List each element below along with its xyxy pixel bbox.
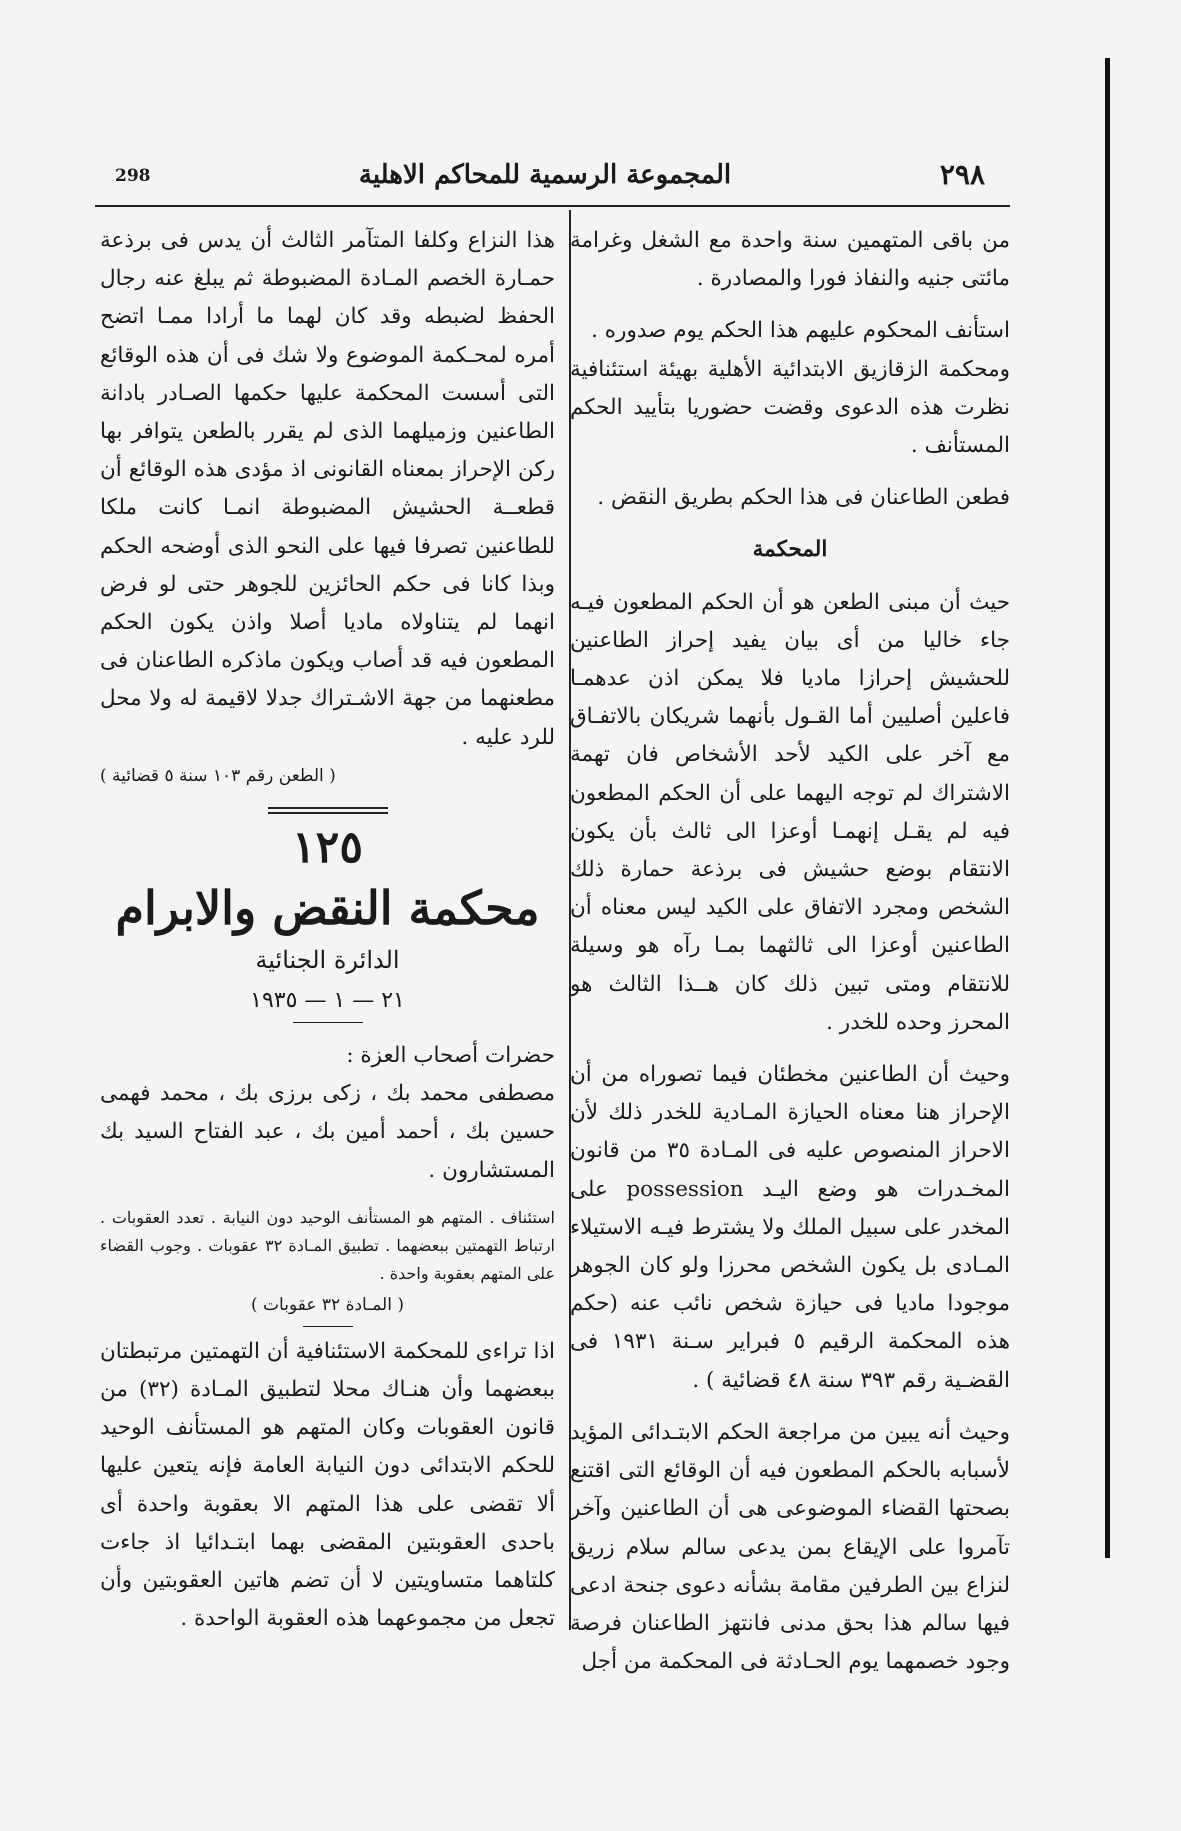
- journal-title: المجموعة الرسمية للمحاكم الاهلية: [358, 160, 732, 190]
- reasoning-paragraph-1: حيث أن مبنى الطعن هو أن الحكم المطعون فيـه جاء خاليا من أى بيان يفيد إحراز الطاعنين للحشيش إحرازا ماديا فلا يمكن اذن عدهمـا فاعلين أصليين أما القـول بأنهما شريكان بالاتفـاق مع آخر على الكيد لأحد الأشخاص فان تهمة الاشتراك لم توجه اليهما على أن الحكم المطعون فيه لم يقـل إنهمـا أوعزا الى ثالث بأن يكون الانتقام بوضع حشيش فى برذعة حمارة ذلك الشخص ومجرد الاتفاق على الكيد ليس معناه أن الطاعنين أوعزا الى ثالثهما بمـا رآه هو وسيلة للانتقام ومتى تبين ذلك كان هــذا الثالث هو المحرز وحده للخدر .: [570, 589, 1010, 1035]
- court-heading: المحكمة: [752, 537, 828, 563]
- reasoning-paragraph-2: وحيث أن الطاعنين مخطئان فيما تصوراه من أن الإحراز هنا معناه الحيازة المـادية للخدر ذلك لأن الاحراز المنصوص عليه فى المـادة ٣٥ من قانون المخـدرات هو وضع اليـد possession على المخدر على سبيل الملك ولا يشترط فيـه الاستيلاء المـادى بل يكون الشخص محرزا ولو كان الجوهر موجودا ماديا فى حيازة شخص نائب عنه (حكم هذه المحكمة الرقيم ٥ فبراير سـنة ١٩٣١ فى القضـية رقم ٣٩٣ سنة ٤٨ قضائية ) .: [570, 1062, 1011, 1393]
- cassation-paragraph: فطعن الطاعنان فى هذا الحكم بطريق النقض .: [597, 485, 1010, 511]
- bench-names: مصطفى محمد بك ، زكى برزى بك ، محمد فهمى حسين بك ، أحمد أمين بك ، عبد الفتاح السيد بك المستشارون .: [100, 1081, 555, 1183]
- court-name: محكمة النقض والابرام: [115, 881, 540, 936]
- header-rule: [95, 205, 1010, 207]
- intro-paragraph: من باقى المتهمين سنة واحدة مع الشغل وغرامة مائتى جنيه والنفاذ فورا والمصادرة .: [570, 228, 1010, 292]
- continuation-paragraph: هذا النزاع وكلفا المتآمر الثالث أن يدس فى برذعة حمـارة الخصم المـادة المضبوطة ثم يبلغ عنه رجال الحفظ لضبطه وقد كان لهما ما أرادا ممـا اتضح أمره لمحـكمة الموضوع ولا شك فى أن هذه الوقائع التى أسست المحكمة عليها حكمها الصـادر بادانة الطاعنين وزميلهما الذى لم يقرر بالطعن يتوافر بها ركن الإحراز بمعناه القانونى اذ مؤدى هذه الوقائع أن قطعــة الحشيش المضبوطة انمـا كانت ملكا للطاعنين تصرفا فيها على النحو الذى أوضحه الحكم وبذا كانا فى حكم الحائزين للجوهر حتى لو فرض انهما لم يتناولاه ماديا أصلا واذن يكون الحكم المطعون فيه قد أصاب ويكون ماذكره الطاعنان فى مطعنهما من جهة الاشـتراك جدلا لاقيمة له ولا محل للرد عليه .: [100, 228, 555, 750]
- page-header: [105, 158, 985, 198]
- page-number-arabic: ٢٩٨: [939, 158, 985, 191]
- legal-principle: اذا تراءى للمحكمة الاستئنافية أن التهمتين مرتبطتان ببعضهما وأن هنـاك محلا لتطبيق المـادة (٣٢) من قانون العقوبات وكان المتهم هو المستأنف الوحيد للحكم الابتدائى دون النيابة العامة فإنه يتعين عليها ألا تقضى على هذا المتهم الا بعقوبة واحدة أى باحدى العقوبتين المقضى بهما ابتـدائيا اذ جاءت كلتاهما متساويتين لا أن تضم هاتين العقوبتين وأن تجعل من مجموعهما هذه العقوبة الواحدة .: [100, 1338, 556, 1632]
- section-double-rule: [268, 807, 388, 814]
- bench-intro: حضرات أصحاب العزة :: [346, 1043, 555, 1069]
- left-column: [100, 222, 555, 1638]
- headnote-rule: [303, 1326, 353, 1327]
- headnote-summary: استئناف . المتهم هو المستأنف الوحيد دون النيابة . تعدد العقوبات . ارتباط التهمتين ببعضهما . تطبيق المـادة ٣٢ عقوبات . وجوب القضاء على المتهم بعقوبة واحدة .: [100, 1207, 555, 1283]
- reasoning-paragraph-3: وحيث أنه يبين من مراجعة الحكم الابتـدائى المؤيد لأسبابه بالحكم المطعون فيه أن الوقائع التى اقتنع بصحتها القضاء الموضوعى هى أن الطاعنين وآخر تآمروا على الإيقاع بمن يدعى سالم سلام زريق لنزاع بين الطرفين مقامة بشأنه دعوى جنحة ادعى فيها سالم هذا بحق مدنى فانتهز الطاعنان فرصة وجود خصمهما يوم الحـادثة فى المحكمة من أجل: [570, 1419, 1010, 1675]
- circuit-name: الدائرة الجنائية: [255, 946, 400, 975]
- headnote-citation: ( المـادة ٣٢ عقوبات ): [251, 1294, 404, 1315]
- court-decision-paragraph: ومحكمة الزقازيق الابتدائية الأهلية بهيئة استئنافية نظرت هذه الدعوى وقضت حضوريا بتأييد الحكم المستأنف .: [570, 356, 1010, 459]
- case-number: ١٢٥: [292, 822, 363, 874]
- page-edge-rule: [1105, 58, 1110, 1558]
- judgment-date: ٢١ — ١ — ١٩٣٥: [250, 988, 405, 1014]
- page-number-latin: 298: [115, 166, 151, 186]
- right-column: [570, 222, 1010, 1681]
- date-rule: [293, 1022, 363, 1023]
- appeal-paragraph: استأنف المحكوم عليهم هذا الحكم يوم صدوره .: [591, 318, 1010, 344]
- case-citation: ( الطعن رقم ١٠٣ سنة ٥ قضائية ): [100, 765, 336, 786]
